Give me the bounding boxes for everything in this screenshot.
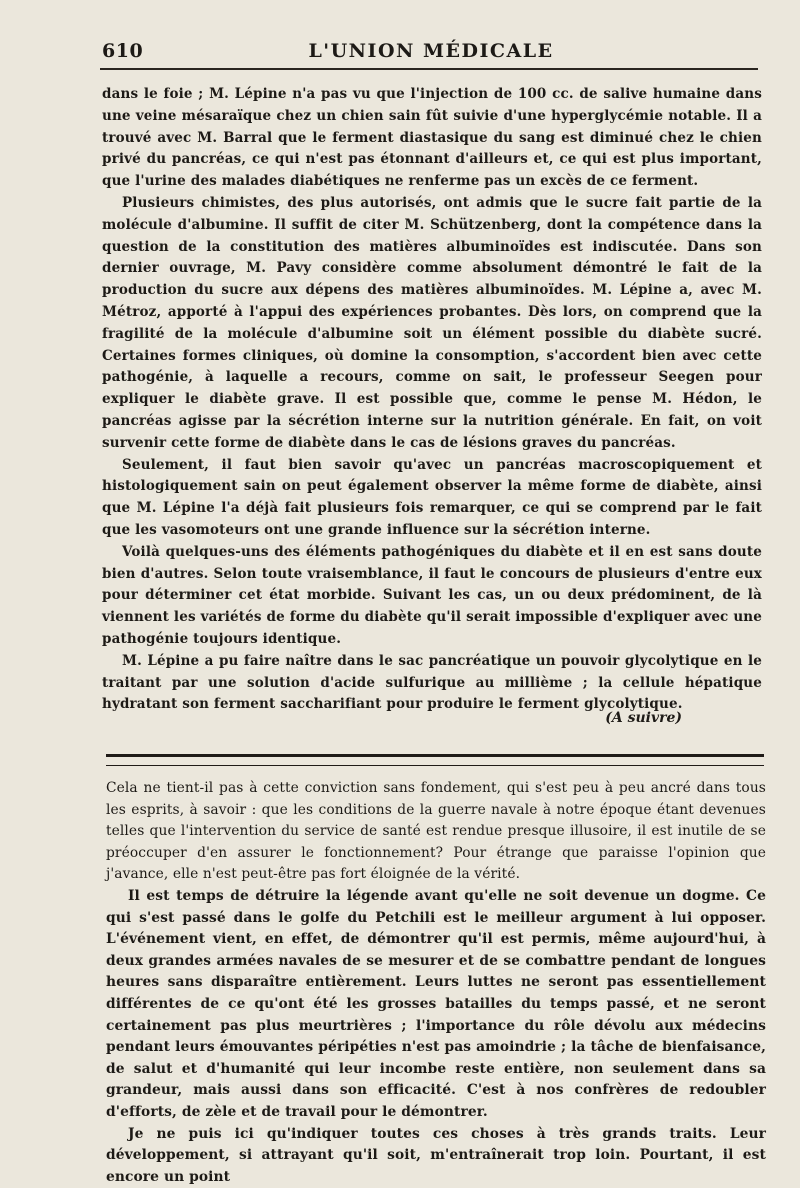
article-body xyxy=(102,84,762,716)
header-rule xyxy=(100,68,758,70)
section-divider xyxy=(106,754,764,766)
article-paragraph: M. Lépine a pu faire naître dans le sac pancréatique un pouvoir glycolytique en le traitant par une solution d'acide sulfurique au millième ; la cellule hépatique hydratant son ferment saccharifiant pour produire le ferment glycolytique. xyxy=(102,651,762,716)
page-header xyxy=(102,36,760,68)
article-paragraph: Plusieurs chimistes, des plus autorisés, ont admis que le sucre fait partie de la molécule d'albumine. Il suffit de citer M. Schützenberg, dont la compétence dans la question de la constitution des matières albuminoïdes est indiscutée. Dans son dernier ouvrage, M. Pavy considère comme absolument démontré le fait de la production du sucre aux dépens des matières albuminoïdes. M. Lépine a, avec M. Métroz, apporté à l'appui des expériences probantes. Dès lors, on comprend que la fragilité de la molécule d'albumine soit un élément possible du diabète sucré. Certaines formes cliniques, où domine la consomption, s'accordent bien avec cette pathogénie, à laquelle a recours, comme on sait, le professeur Seegen pour expliquer le diabète grave. Il est possible que, comme le pense M. Hédon, le pancréas agisse par la sécrétion interne sur la nutrition générale. En fait, on voit survenir cette forme de diabète dans le cas de lésions graves du pancréas. xyxy=(102,193,762,455)
article-paragraph: Voilà quelques-uns des éléments pathogéniques du diabète et il en est sans doute bien d'autres. Selon toute vraisemblance, il faut le concours de plusieurs d'entre eux pour déterminer cet état morbide. Suivant les cas, un ou deux prédominent, de là viennent les variétés de forme du diabète qu'il serait impossible d'expliquer avec une pathogénie toujours identique. xyxy=(102,542,762,651)
feuilleton-paragraph: Cela ne tient-il pas à cette conviction sans fondement, qui s'est peu à peu ancré dans tous les esprits, à savoir : que les conditions de la guerre navale à notre époque étant devenues telles que l'intervention du service de santé est rendue presque illusoire, il est inutile de se préoccuper d'en assurer le fonctionnement? Pour étrange que paraisse l'opinion que j'avance, elle n'est peut-être pas fort éloignée de la vérité. xyxy=(106,778,766,886)
feuilleton-paragraph: Il est temps de détruire la légende avant qu'elle ne soit devenue un dogme. Ce qui s'est passé dans le golfe du Petchili est le meilleur argument à lui opposer. L'événement vient, en effet, de démontrer qu'il est permis, même aujourd'hui, à deux grandes armées navales de se mesurer et de se combattre pendant de longues heures sans disparaître entièrement. Leurs luttes ne seront pas essentiellement différentes de ce qu'ont été les grosses batailles du temps passé, et ne seront certainement pas plus meurtrières ; l'importance du rôle dévolu aux médecins pendant leurs émouvantes péripéties n'est pas amoindrie ; la tâche de bienfaisance, de salut et d'humanité qui leur incombe reste entière, non seulement dans sa grandeur, mais aussi dans son efficacité. C'est à nos confrères de redoubler d'efforts, de zèle et de travail pour le démontrer. xyxy=(106,886,766,1124)
journal-title: L'UNION MÉDICALE xyxy=(102,40,760,62)
to-be-continued: (A suivre) xyxy=(605,710,682,726)
article-paragraph: Seulement, il faut bien savoir qu'avec un pancréas macroscopiquement et histologiquement sain on peut également observer la même forme de diabète, ainsi que M. Lépine l'a déjà fait plusieurs fois remarquer, ce qui se comprend par le fait que les vasomoteurs ont une grande influence sur la sécrétion interne. xyxy=(102,455,762,542)
page-number: 610 xyxy=(102,40,143,62)
feuilleton-body xyxy=(106,778,766,1188)
feuilleton-paragraph: Je ne puis ici qu'indiquer toutes ces choses à très grands traits. Leur développement, si attrayant qu'il soit, m'entraînerait trop loin. Pourtant, il est encore un point xyxy=(106,1124,766,1188)
article-paragraph: dans le foie ; M. Lépine n'a pas vu que l'injection de 100 cc. de salive humaine dans une veine mésaraïque chez un chien sain fût suivie d'une hyperglycémie notable. Il a trouvé avec M. Barral que le ferment diastasique du sang est diminué chez le chien privé du pancréas, ce qui n'est pas étonnant d'ailleurs et, ce qui est plus important, que l'urine des malades diabétiques ne renferme pas un excès de ce ferment. xyxy=(102,84,762,193)
